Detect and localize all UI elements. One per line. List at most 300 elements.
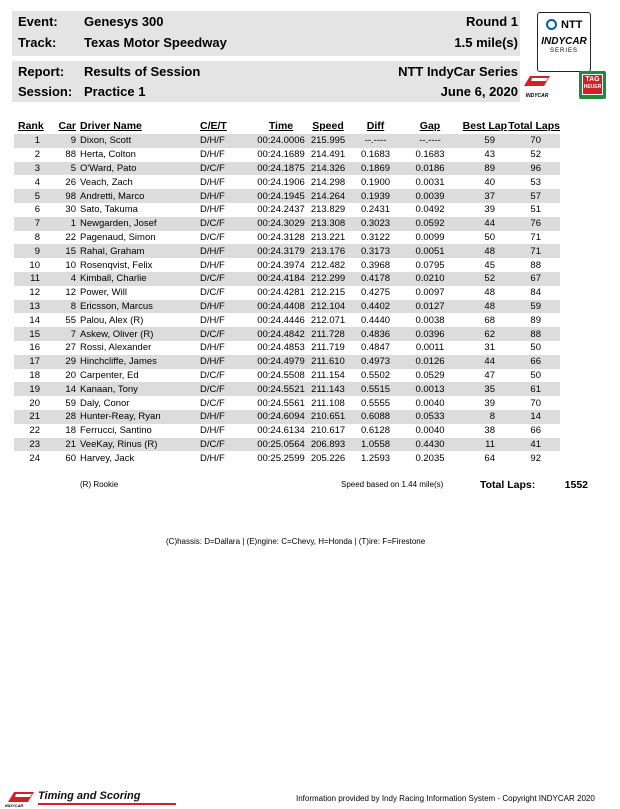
cell-diff: 0.3122 [360,231,391,243]
cell-speed: 214.264 [308,189,348,203]
cell-speed: 211.728 [308,327,348,341]
series-name: NTT IndyCar Series [398,64,518,79]
cell-diff: 0.4973 [348,355,403,369]
cell-gap: 0.0031 [415,176,445,188]
cell-driver: Rosenqvist, Felix [80,259,153,271]
cell-diff: 1.0558 [348,438,403,452]
cell-car: 29 [48,355,76,369]
cell-cet: D/H/F [196,244,254,258]
cell-best-lap: 35 [457,382,507,396]
cell-car: 28 [48,410,76,424]
cell-diff: 0.4440 [360,314,391,326]
cell-best-lap: 52 [457,272,507,286]
indycar-small-text: INDYCAR [525,93,549,99]
cell-driver: Pagenaud, Simon [80,231,156,243]
cell-rank: 15 [14,327,48,341]
cell-time: 00:24.4979 [254,355,308,369]
table-row [14,217,560,231]
cell-best-lap: 43 [484,149,495,161]
cell-time: 00:24.5521 [254,382,308,396]
session-label: Session: [18,84,73,99]
cell-best-lap: 48 [457,244,507,258]
cell-cet: D/H/F [196,355,254,369]
cell-car: 21 [48,438,76,452]
cell-car: 30 [65,204,76,216]
cell-gap: 0.0013 [403,382,457,396]
cell-driver: Harvey, Jack [80,452,135,464]
table-row [14,341,560,355]
cell-cet: D/H/F [200,149,225,161]
cell-total-laps: 66 [507,355,560,369]
col-total-laps: Total Laps [508,120,560,132]
cell-gap: 0.0186 [403,162,457,176]
cell-cet: D/H/F [200,204,225,216]
cell-driver: Veach, Zach [80,176,133,188]
timing-scoring-logo [6,790,176,806]
cell-diff: 0.1939 [348,189,403,203]
cell-diff: 0.3173 [348,244,403,258]
cell-gap: 0.0533 [403,410,457,424]
cell-best-lap: 31 [484,342,495,354]
cell-time: 00:24.4281 [257,287,305,299]
cell-speed: 212.071 [310,314,346,326]
col-diff: Diff [366,120,385,132]
cell-rank: 7 [14,217,48,231]
cell-diff: 0.3968 [360,259,391,271]
cell-diff: 0.5502 [360,369,391,381]
cell-cet: D/H/F [196,189,254,203]
cell-cet: D/C/F [196,382,254,396]
cell-gap: 0.0126 [403,355,457,369]
cell-gap: 0.0011 [415,342,445,354]
table-row [14,231,560,245]
cell-speed: 211.108 [311,397,345,409]
event-name: Genesys 300 [84,14,164,29]
cell-time: 00:24.3179 [254,244,308,258]
cell-cet: D/H/F [200,314,225,326]
cell-diff: 0.5515 [348,382,403,396]
cell-speed: 212.104 [308,300,348,314]
cell-best-lap: 44 [457,217,507,231]
table-row [14,451,560,465]
table-row [14,424,560,438]
cell-driver: Andretti, Marco [76,189,196,203]
cell-time: 00:24.4842 [254,327,308,341]
cell-driver: Kimball, Charlie [76,272,196,286]
cell-best-lap: 68 [484,314,495,326]
speed-note: Speed based on 1.44 mile(s) [341,480,444,489]
indycar-footer-flag-icon [6,790,36,804]
cell-cet: D/H/F [196,134,254,148]
cell-speed: 213.829 [310,204,346,216]
header-row-report [12,64,518,80]
cet-legend: (C)hassis: D=Dallara | (E)ngine: C=Chevy, H=Honda | (T)ire: F=Firestone [166,537,426,546]
cell-gap: 0.0051 [403,244,457,258]
cell-total-laps: 50 [530,369,541,381]
cell-car: 26 [65,176,76,188]
cell-car: 1 [48,217,76,231]
cell-gap: 0.0592 [403,217,457,231]
cell-total-laps: 50 [530,342,541,354]
cell-total-laps: 67 [507,272,560,286]
cell-total-laps: 89 [530,314,541,326]
table-row [14,438,560,452]
cell-best-lap: 38 [484,425,495,437]
cell-rank: 21 [14,410,48,424]
track-label: Track: [18,35,57,50]
total-laps-value: 1552 [564,479,588,491]
cell-diff: 0.3023 [348,217,403,231]
cell-cet: D/C/F [196,162,254,176]
cell-rank: 5 [14,189,48,203]
table-row [14,162,560,176]
cell-best-lap: 47 [484,369,495,381]
cell-rank: 9 [14,244,48,258]
cell-cet: D/H/F [196,410,254,424]
cell-total-laps: 59 [507,300,560,314]
tag-text: TAG [585,76,600,83]
session-date: June 6, 2020 [440,84,518,99]
cell-driver: Sato, Takuma [80,204,138,216]
cell-rank: 4 [34,176,40,188]
cell-cet: D/C/F [196,327,254,341]
cell-gap: 0.0040 [415,425,445,437]
cell-driver: Carpenter, Ed [80,369,139,381]
cell-car: 12 [65,287,76,299]
cell-cet: D/C/F [200,397,225,409]
table-row [14,134,560,148]
cell-driver: Herta, Colton [80,149,136,161]
rookie-note: (R) Rookie [80,480,119,489]
cell-gap: --.---- [403,134,457,148]
table-row [14,272,560,286]
cell-car: 9 [48,134,76,148]
indycar-wordmark: INDYCAR [541,36,587,47]
cell-cet: D/H/F [200,452,225,464]
cell-gap: 0.0038 [415,314,445,326]
cell-car: 8 [48,300,76,314]
cell-gap: 0.1683 [415,149,445,161]
cell-speed: 213.221 [310,231,346,243]
cell-diff: 0.6088 [348,410,403,424]
results-table [14,118,560,465]
cell-total-laps: 96 [507,162,560,176]
cell-driver: Hunter-Reay, Ryan [76,410,196,424]
cell-diff: 0.4836 [348,327,403,341]
cell-rank: 18 [29,369,40,381]
cell-cet: D/H/F [200,176,225,188]
footer-indycar-text: INDYCAR [5,803,24,808]
cell-time: 00:24.4184 [254,272,308,286]
cell-total-laps: 88 [530,259,541,271]
col-best-lap: Best Lap [462,120,507,132]
cell-speed: 214.326 [308,162,348,176]
cell-total-laps: 70 [507,134,560,148]
cell-diff: --.---- [348,134,403,148]
cell-cet: D/C/F [196,438,254,452]
cell-speed: 212.299 [308,272,348,286]
col-speed: Speed [312,120,344,132]
cell-speed: 206.893 [308,438,348,452]
cell-total-laps: 84 [530,287,541,299]
cell-car: 98 [48,189,76,203]
cell-speed: 213.176 [308,244,348,258]
cell-time: 00:24.1689 [257,149,305,161]
cell-time: 00:24.4408 [254,300,308,314]
cell-car: 20 [65,369,76,381]
report-name: Results of Session [84,64,201,79]
cell-driver: Palou, Alex (R) [80,314,144,326]
cell-speed: 211.154 [311,369,345,381]
cell-best-lap: 39 [484,204,495,216]
table-row [14,355,560,369]
cell-speed: 211.719 [311,342,345,354]
col-car: Car [58,120,76,132]
cell-diff: 0.4178 [348,272,403,286]
cell-time: 00:25.2599 [257,452,305,464]
cell-time: 00:24.4446 [257,314,305,326]
cell-gap: 0.0039 [403,189,457,203]
cell-driver: Ericsson, Marcus [76,300,196,314]
cell-time: 00:24.4853 [257,342,305,354]
cell-best-lap: 44 [457,355,507,369]
table-row [14,410,560,424]
cell-driver: Rossi, Alexander [80,342,152,354]
cell-car: 10 [65,259,76,271]
cell-rank: 2 [34,149,40,161]
table-row [14,300,560,314]
cell-best-lap: 48 [457,300,507,314]
col-cet: C/E/T [200,120,227,132]
session-name: Practice 1 [84,84,146,99]
cell-cet: D/C/F [200,369,225,381]
cell-car: 88 [65,149,76,161]
report-label: Report: [18,64,65,79]
cell-best-lap: 48 [484,287,495,299]
cell-rank: 22 [29,425,40,437]
table-row [14,313,560,327]
cell-time: 00:24.1945 [254,189,308,203]
cell-total-laps: 41 [507,438,560,452]
cell-total-laps: 76 [507,217,560,231]
cell-car: 5 [48,162,76,176]
cell-gap: 0.4430 [403,438,457,452]
cell-best-lap: 50 [484,231,495,243]
cell-rank: 1 [14,134,48,148]
event-label: Event: [18,14,58,29]
cell-driver: Daly, Conor [80,397,130,409]
header-row-track [12,35,518,51]
cell-diff: 0.2431 [360,204,391,216]
cell-cet: D/C/F [196,272,254,286]
table-row [14,286,560,300]
cell-total-laps: 70 [530,397,541,409]
cell-rank: 19 [14,382,48,396]
cell-car: 14 [48,382,76,396]
cell-diff: 0.1900 [360,176,391,188]
cell-car: 27 [65,342,76,354]
cell-best-lap: 40 [484,176,495,188]
track-length: 1.5 mile(s) [454,35,518,50]
indycar-flag-icon [522,74,552,88]
col-rank: Rank [18,120,44,132]
cell-time: 00:24.6134 [257,425,305,437]
cell-total-laps: 51 [530,204,541,216]
ntt-indycar-series-logo [537,12,591,72]
cell-gap: 0.0492 [415,204,445,216]
cell-gap: 0.0040 [415,397,445,409]
table-row [14,189,560,203]
cell-speed: 212.482 [310,259,346,271]
cell-gap: 0.2035 [415,452,445,464]
cell-rank: 14 [29,314,40,326]
cell-total-laps: 53 [530,176,541,188]
cell-cet: D/C/F [200,287,225,299]
cell-car: 60 [65,452,76,464]
cell-rank: 16 [29,342,40,354]
cell-speed: 215.995 [308,134,348,148]
cell-gap: 0.0210 [403,272,457,286]
cell-diff: 0.4847 [360,342,391,354]
cell-cet: D/C/F [200,231,225,243]
cell-best-lap: 11 [457,438,507,452]
cell-time: 00:24.1875 [254,162,308,176]
cell-cet: D/H/F [196,300,254,314]
cell-driver: Ferrucci, Santino [80,425,152,437]
table-row [14,258,560,272]
ntt-text: NTT [561,18,583,31]
cell-best-lap: 39 [484,397,495,409]
cell-cet: D/H/F [200,425,225,437]
cell-driver: Newgarden, Josef [76,217,196,231]
cell-time: 00:24.5561 [257,397,305,409]
table-header-row [14,118,560,134]
cell-time: 00:24.2437 [257,204,305,216]
cell-time: 00:24.3029 [254,217,308,231]
cell-car: 7 [48,327,76,341]
cell-time: 00:25.0564 [254,438,308,452]
table-row [14,148,560,162]
cell-best-lap: 59 [457,134,507,148]
cell-best-lap: 37 [457,189,507,203]
tag-heuer-inner [582,74,603,95]
cell-gap: 0.0795 [415,259,445,271]
ntt-ring-icon [546,19,557,30]
cell-driver: Hinchcliffe, James [76,355,196,369]
cell-speed: 213.308 [308,217,348,231]
cell-time: 00:24.3974 [257,259,305,271]
cell-speed: 212.215 [310,287,346,299]
cell-car: 4 [48,272,76,286]
cell-time: 00:24.6094 [254,410,308,424]
table-row [14,244,560,258]
cell-car: 15 [48,244,76,258]
cell-rank: 11 [14,272,48,286]
cell-driver: Rahal, Graham [76,244,196,258]
tag-heuer-logo [579,71,606,99]
cell-cet: D/C/F [196,217,254,231]
cell-diff: 0.6128 [360,425,391,437]
cell-driver: Kanaan, Tony [76,382,196,396]
cell-time: 00:24.3128 [257,231,305,243]
timing-scoring-text: Timing and Scoring [38,790,141,802]
cell-car: 18 [65,425,76,437]
cell-speed: 211.143 [308,382,348,396]
cell-total-laps: 92 [530,452,541,464]
cell-speed: 210.617 [310,425,346,437]
cell-gap: 0.0099 [415,231,445,243]
cell-rank: 3 [14,162,48,176]
cell-total-laps: 57 [507,189,560,203]
series-wordmark: SERIES [549,48,578,54]
cell-driver: Power, Will [80,287,127,299]
cell-rank: 13 [14,300,48,314]
cell-speed: 205.226 [310,452,346,464]
timing-underline [38,803,176,805]
cell-diff: 0.1683 [360,149,391,161]
indycar-small-logo [522,74,552,99]
cell-gap: 0.0529 [415,369,445,381]
track-name: Texas Motor Speedway [84,35,227,50]
cell-diff: 0.4275 [360,287,391,299]
cell-diff: 1.2593 [360,452,391,464]
cell-rank: 24 [29,452,40,464]
ntt-logo [538,16,590,30]
table-row [14,327,560,341]
cell-driver: Dixon, Scott [76,134,196,148]
cell-speed: 214.491 [310,149,346,161]
table-row [14,396,560,410]
cell-gap: 0.0396 [403,327,457,341]
col-gap: Gap [419,120,441,132]
cell-driver: O'Ward, Pato [76,162,196,176]
cell-diff: 0.4402 [348,300,403,314]
cell-total-laps: 61 [507,382,560,396]
cell-best-lap: 45 [484,259,495,271]
results-body [14,134,560,465]
table-row [14,203,560,217]
round: Round 1 [466,14,518,29]
cell-speed: 214.298 [310,176,346,188]
cell-diff: 0.5555 [360,397,391,409]
cell-total-laps: 14 [507,410,560,424]
cell-total-laps: 66 [530,425,541,437]
cell-best-lap: 62 [457,327,507,341]
col-time: Time [268,120,294,132]
header-row-session [12,84,518,100]
cell-cet: D/H/F [200,342,225,354]
cell-total-laps: 52 [530,149,541,161]
table-row [14,175,560,189]
cell-speed: 210.651 [308,410,348,424]
cell-car: 59 [65,397,76,409]
copyright-credit: Information provided by Indy Racing Information System - Copyright INDYCAR 2020 [296,794,595,803]
cell-rank: 20 [29,397,40,409]
table-row [14,382,560,396]
cell-rank: 8 [34,231,40,243]
cell-driver: Askew, Oliver (R) [76,327,196,341]
cell-total-laps: 71 [507,244,560,258]
cell-rank: 10 [29,259,40,271]
cell-total-laps: 71 [530,231,541,243]
col-driver: Driver Name [80,120,142,132]
cell-car: 55 [65,314,76,326]
cell-best-lap: 89 [457,162,507,176]
cell-rank: 12 [29,287,40,299]
cell-time: 00:24.5508 [257,369,305,381]
cell-diff: 0.1869 [348,162,403,176]
cell-cet: D/H/F [200,259,225,271]
